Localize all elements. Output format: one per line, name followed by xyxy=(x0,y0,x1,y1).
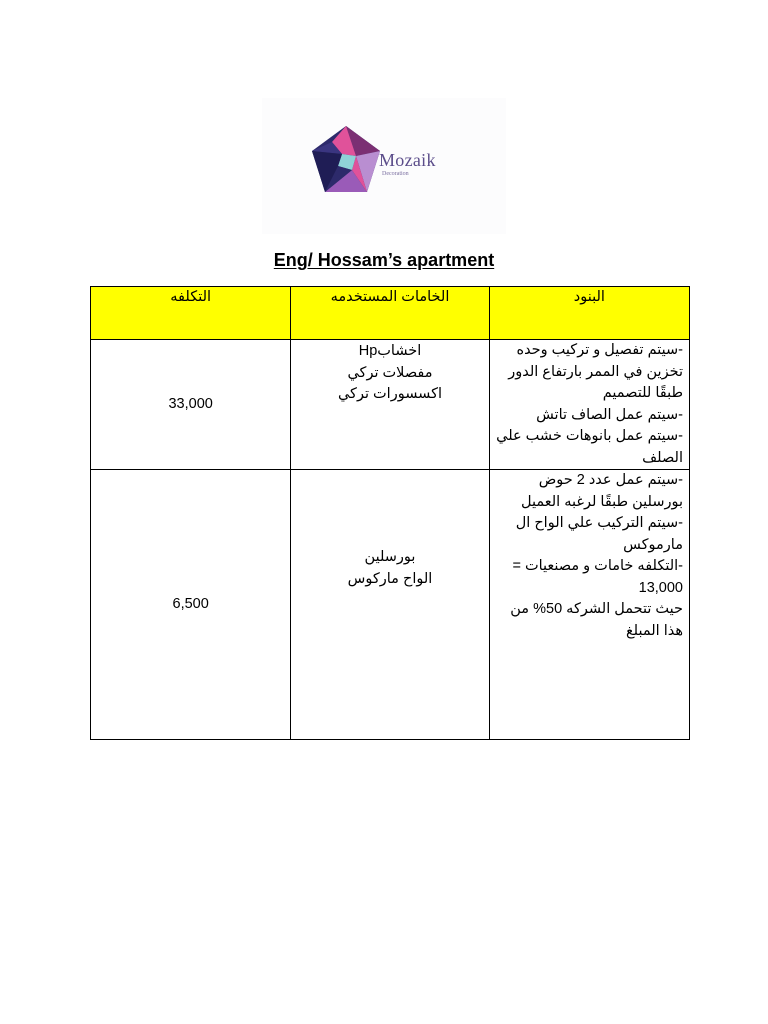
items-cell xyxy=(489,340,689,470)
material-line: اخشابHp xyxy=(358,343,422,359)
material-line: الواح ماركوس xyxy=(347,570,433,587)
table-row xyxy=(91,340,690,470)
table-row xyxy=(91,470,690,740)
header-cost xyxy=(91,287,291,340)
cost-cell xyxy=(91,340,291,470)
table-header-row xyxy=(91,287,690,340)
item-line: هذا المبلغ xyxy=(625,622,683,639)
item-line: -سيتم عمل الصاف تاتش xyxy=(536,406,683,423)
header-materials-label: الخامات المستخدمه xyxy=(330,289,450,305)
cost-value: 33,000 xyxy=(168,395,213,412)
header-items-label: البنود xyxy=(573,289,605,305)
quote-table xyxy=(90,286,690,740)
page-title: Eng/ Hossam’s apartment xyxy=(273,250,495,270)
logo-tagline: Decoration xyxy=(382,171,409,177)
pentagon-mosaic-icon xyxy=(312,126,380,192)
item-line: -سيتم عمل عدد 2 حوض xyxy=(538,472,683,488)
item-line: -سيتم التركيب علي الواح ال xyxy=(515,515,683,531)
item-line: مارموكس xyxy=(623,536,683,553)
material-line: بورسلين xyxy=(364,549,416,565)
item-line: -سيتم تفصيل و تركيب وحده xyxy=(516,342,683,358)
items-cell xyxy=(489,470,689,740)
logo-name: Mozaik xyxy=(379,150,436,170)
header-cost-label: التكلفه xyxy=(170,289,212,305)
company-logo xyxy=(262,98,506,234)
item-line: حيث تتحمل الشركه 50% من xyxy=(510,601,683,617)
item-line: بورسلين طبقًا لرغبه العميل xyxy=(521,493,683,510)
material-line: مفصلات تركي xyxy=(347,364,433,381)
item-line: طبقًا للتصميم xyxy=(602,385,683,401)
item-line: الصلف xyxy=(642,449,683,466)
materials-cell xyxy=(291,340,489,470)
item-line: -التكلفه خامات و مصنعيات = xyxy=(512,558,683,574)
header-materials xyxy=(291,287,489,340)
item-line: 13,000 xyxy=(638,579,683,596)
cost-cell xyxy=(91,470,291,740)
materials-cell xyxy=(291,470,489,740)
item-line: -سيتم عمل بانوهات خشب علي xyxy=(496,428,683,444)
material-line: اكسسورات تركي xyxy=(337,386,442,402)
item-line: تخزين في الممر بارتفاع الدور xyxy=(508,363,683,380)
header-items xyxy=(489,287,689,340)
cost-value: 6,500 xyxy=(172,595,209,612)
